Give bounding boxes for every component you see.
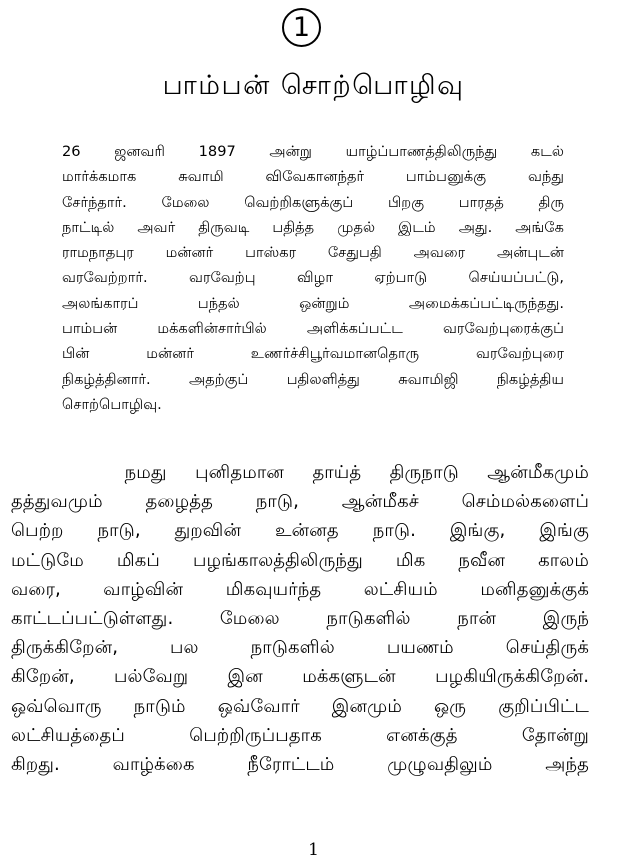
body-line: வரை, வாழ்வின் மிகவுயர்ந்த லட்சியம் மனிதனுக்குக் xyxy=(11,578,589,600)
body-line: திருக்கிறேன், பல நாடுகளில் பயணம் செய்திருக் xyxy=(11,637,589,659)
intro-line: சொற்பொழிவு. xyxy=(62,395,162,413)
chapter-title: பாம்பன் சொற்பொழிவு xyxy=(162,70,465,101)
body-line: நமது புனிதமான தாய்த் திருநாடு ஆன்மீகமும் xyxy=(11,462,589,483)
body-line: காட்டப்பட்டுள்ளது. மேலை நாடுகளில் நான் இருந் xyxy=(11,608,589,630)
body-line: கிறது. வாழ்க்கை நீரோட்டம் முழுவதிலும் அந்த xyxy=(11,754,589,776)
intro-line: சேர்ந்தார். மேலை வெற்றிகளுக்குப் பிறகு பாரதத் திரு xyxy=(62,193,564,211)
body-line: ஒவ்வொரு நாடும் ஒவ்வோர் இனமும் ஒரு குறிப்பிட்ட xyxy=(11,695,589,717)
intro-line: வரவேற்றார். வரவேற்பு விழா ஏற்பாடு செய்யப்பட்டு, xyxy=(62,269,564,287)
intro-line: பாம்பன் மக்களின்சார்பில் அளிக்கப்பட்ட வரவேற்புரைக்குப் xyxy=(62,320,564,338)
body-line: தத்துவமும் தழைத்த நாடு, ஆன்மீகச் செம்மல்களைப் xyxy=(11,491,589,513)
body-line: பெற்ற நாடு, துறவின் உன்னத நாடு. இங்கு, இங்கு xyxy=(11,520,589,542)
intro-line: 26 ஜனவரி 1897 அன்று யாழ்ப்பாணத்திலிருந்து கடல் xyxy=(62,143,564,160)
intro-line: பின் மன்னர் உணர்ச்சிபூர்வமானதொரு வரவேற்புரை xyxy=(62,345,564,363)
intro-line: அலங்காரப் பந்தல் ஒன்றும் அமைக்கப்பட்டிருந்தது. xyxy=(62,294,564,312)
chapter-number: 1 xyxy=(282,8,321,47)
body-line: மட்டுமே மிகப் பழங்காலத்திலிருந்து மிக நவீன காலம் xyxy=(11,549,589,571)
intro-line: மார்க்கமாக சுவாமி விவேகானந்தர் பாம்பனுக்கு வந்து xyxy=(62,168,564,186)
intro-line: நிகழ்த்தினார். அதற்குப் பதிலளித்து சுவாமிஜி நிகழ்த்திய xyxy=(62,370,564,388)
intro-line: ராமநாதபுர மன்னர் பாஸ்கர சேதுபதி அவரை அன்புடன் xyxy=(62,244,564,262)
body-paragraph xyxy=(11,458,589,779)
body-line: கிறேன், பல்வேறு இன மக்களுடன் பழகியிருக்கிறேன். xyxy=(11,666,589,688)
intro-paragraph xyxy=(62,139,564,417)
page-number: 1 xyxy=(308,840,319,860)
body-line: லட்சியத்தைப் பெற்றிருப்பதாக எனக்குத் தோன்று xyxy=(11,724,589,746)
intro-line: நாட்டில் அவர் திருவடி பதித்த முதல் இடம் அது. அங்கே xyxy=(62,218,564,236)
